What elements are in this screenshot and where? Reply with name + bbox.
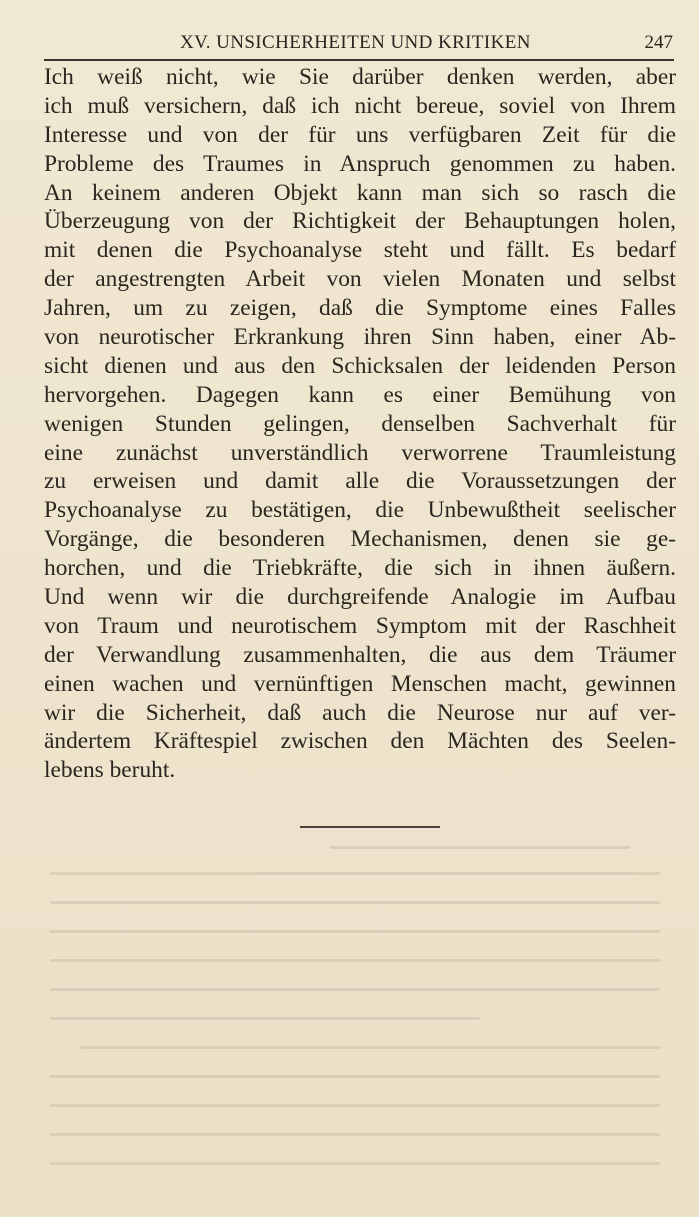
text-line: zu erweisen und damit alle die Voraussetzungen der — [44, 468, 676, 495]
header-rule — [44, 59, 674, 61]
text-line: sicht dienen und aus den Schicksalen der leidenden Person — [44, 352, 676, 379]
section-end-rule — [300, 826, 440, 828]
text-line: horchen, und die Triebkräfte, die sich in ihnen äußern. — [44, 555, 676, 582]
text-line-last: lebens beruht. — [44, 757, 176, 784]
text-line: mit denen die Psychoanalyse steht und fällt. Es bedarf — [44, 237, 676, 264]
text-line: Ich weiß nicht, wie Sie darüber denken werden, aber — [44, 64, 676, 90]
text-line: wir die Sicherheit, daß auch die Neurose nur auf ver- — [44, 699, 676, 726]
text-line: Psychoanalyse zu bestätigen, die Unbewußtheit seelischer — [44, 497, 676, 524]
text-line: Vorgänge, die besonderen Mechanismen, denen sie ge- — [44, 526, 676, 553]
page-number: 247 — [644, 32, 673, 53]
text-line: eine zunächst unverständlich verworrene Traumleistung — [44, 439, 676, 466]
text-line: An keinem anderen Objekt kann man sich so rasch die — [44, 179, 676, 206]
text-line: von neurotischer Erkrankung ihren Sinn haben, einer Ab- — [44, 324, 676, 351]
body-paragraph — [44, 63, 676, 785]
text-line: Interesse und von der für uns verfügbaren Zeit für die — [44, 121, 676, 148]
text-line: Überzeugung von der Richtigkeit der Behauptungen holen, — [44, 208, 676, 235]
text-line: einen wachen und vernünftigen Menschen macht, gewinnen — [44, 670, 676, 697]
running-title: XV. UNSICHERHEITEN UND KRITIKEN — [180, 32, 531, 53]
text-line: der Verwandlung zusammenhalten, die aus dem Träumer — [44, 641, 676, 668]
text-line: Jahren, um zu zeigen, daß die Symptome eines Falles — [44, 295, 676, 322]
text-line: Probleme des Traumes in Anspruch genommen zu haben. — [44, 150, 676, 177]
text-line: ich muß versichern, daß ich nicht bereue, soviel von Ihrem — [44, 92, 676, 119]
text-line: von Traum und neurotischem Symptom mit der Raschheit — [44, 612, 676, 639]
running-header — [44, 32, 673, 60]
text-line: wenigen Stunden gelingen, denselben Sachverhalt für — [44, 410, 676, 437]
text-line: hervorgehen. Dagegen kann es einer Bemühung von — [44, 381, 676, 408]
text-line: Und wenn wir die durchgreifende Analogie im Aufbau — [44, 584, 676, 611]
text-line: der angestrengten Arbeit von vielen Monaten und selbst — [44, 266, 676, 293]
text-line: ändertem Kräftespiel zwischen den Mächten des Seelen- — [44, 728, 676, 755]
